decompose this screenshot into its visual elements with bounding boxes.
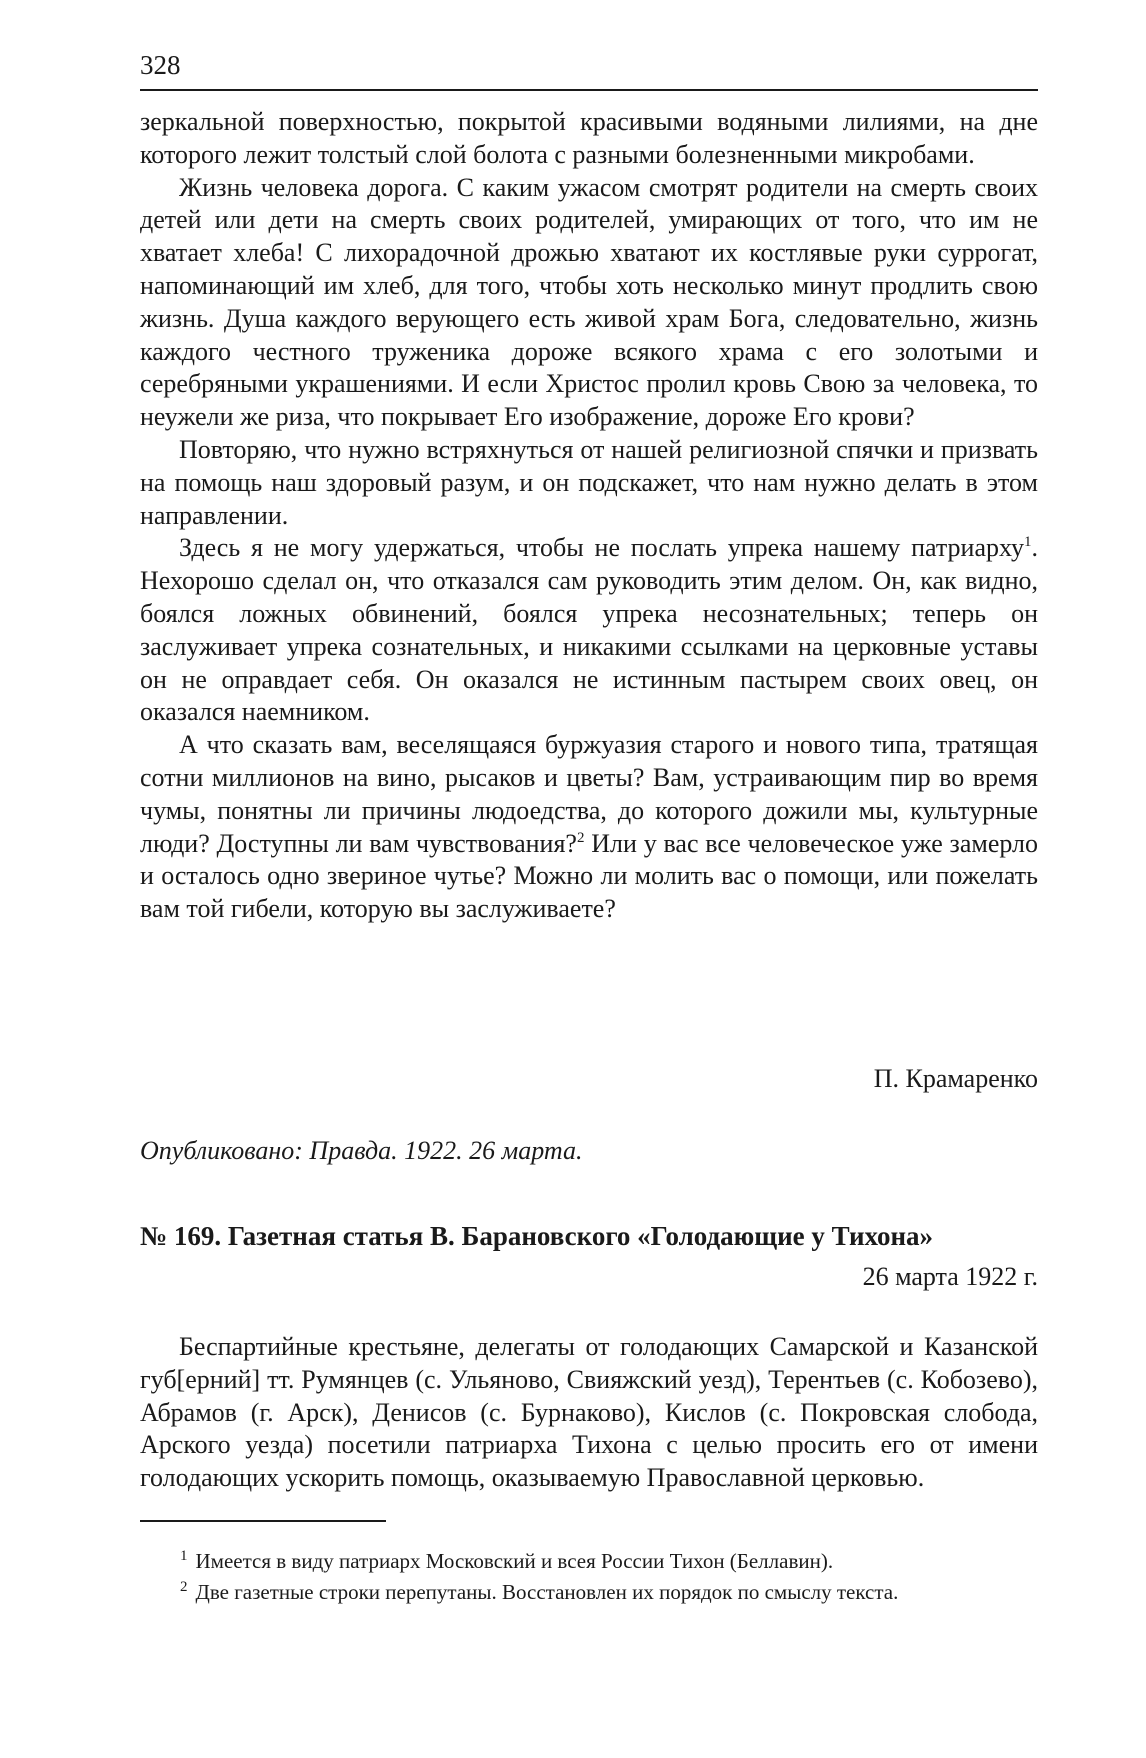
footnote-ref: 2 [576,829,585,846]
footnotes [140,1546,1038,1608]
paragraph: Беспартийные крестьяне, делегаты от голодающих Самарской и Казанской губ[ерний] тт. Румянцев (с. Ульяново, Свияжский уезд), Терентьев (с. Кобозево), Абрамов (г. Арск), Денисов (с. Бурнаково), Кислов (с. Покровская слобода, Арского уезда) посетили патриарха Тихона с целью просить его от имени голодающих ускорить помощь, оказываемую Православной церковью. [140,1332,1038,1493]
footnote [140,1577,1038,1608]
paragraph-text: . Нехорошо сделал он, что отказался сам руководить этим делом. Он, как видно, боялся ложных обвинений, боялся упрека несознательных; теперь он заслуживает упрека сознательных, и никакими ссылками на церковные уставы он не оправдает себя. Он оказался не истинным пастырем своих овец, он оказался наемником. [140,533,1038,727]
footnote-text: Две газетные строки перепутаны. Восстановлен их порядок по смыслу текста. [195,1580,899,1604]
paragraph-text: А что сказать вам, веселящаяся буржуазия старого и нового типа, тратящая сотни миллионов на вино, рысаков и цветы? Вам, устраивающим пир во время чумы, понятны ли причины людоедства, до которого дожили мы, культурные люди? Доступны ли вам чувствования? [140,730,1038,858]
footnote-ref: 1 [1024,534,1032,551]
document-body [140,1331,1038,1495]
footnote-rule [140,1520,386,1522]
footnote-text: Имеется в виду патриарх Московский и всея России Тихон (Беллавин). [195,1549,834,1573]
paragraph [140,532,1038,729]
publication-note: Опубликовано: Правда. 1922. 26 марта. [140,1136,583,1165]
article-body [140,106,1038,926]
document-date: 26 марта 1922 г. [862,1262,1038,1291]
footnote-number: 1 [180,1548,188,1564]
footnote [140,1546,1038,1577]
paragraph: Жизнь человека дорога. С каким ужасом смотрят родители на смерть своих детей или дети на смерть своих родителей, умирающих от того, что им не хватает хлеба! С лихорадочной дрожью хватают их костлявые руки суррогат, напоминающий им хлеб, для того, чтобы хоть несколько минут продлить свою жизнь. Душа каждого верующего есть живой храм Бога, следовательно, жизнь каждого честного труженика дороже всякого храма с его золотыми и серебряными украшениями. И если Христос пролил кровь Свою за человека, то неужели же риза, что покрывает Его изображение, дороже Его крови? [140,172,1038,432]
footnote-number: 2 [180,1579,188,1595]
paragraph [140,729,1038,926]
paragraph: Повторяю, что нужно встряхнуться от нашей религиозной спячки и призвать на помощь наш здоровый разум, и он подскажет, что нам нужно делать в этом направлении. [140,434,1038,530]
header-rule [140,89,1038,91]
signature: П. Крамаренко [873,1064,1038,1093]
document-title: № 169. Газетная статья В. Барановского «Голодающие у Тихона» [140,1221,934,1251]
page-number: 328 [140,50,181,80]
paragraph-text: Или у вас все человеческое уже замерло и осталось одно звериное чутье? Можно ли молить вас о помощи, или пожелать вам той гибели, которую вы заслуживаете? [140,828,1038,924]
paragraph-text: Здесь я не могу удержаться, чтобы не послать упрека нашему патриарху [179,533,1024,563]
paragraph: зеркальной поверхностью, покрытой красивыми водяными лилиями, на дне которого лежит толстый слой болота с разными болезненными микробами. [140,107,1038,169]
